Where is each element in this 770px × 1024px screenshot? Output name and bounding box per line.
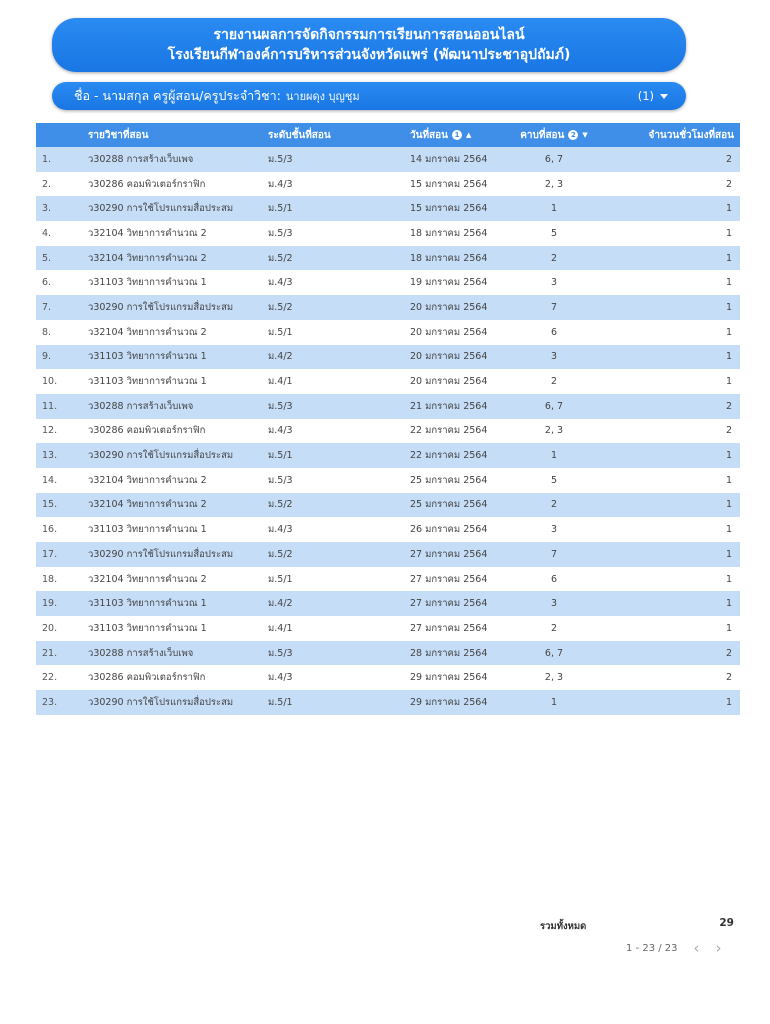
table-row[interactable] — [36, 369, 740, 394]
cell-subject: ว32104 วิทยาการคำนวณ 2 — [88, 326, 207, 338]
header-date[interactable]: วันที่สอน 1 ▲ — [410, 129, 472, 141]
cell-hours: 1 — [725, 450, 732, 462]
cell-level: ม.4/2 — [268, 351, 293, 363]
cell-subject: ว30286 คอมพิวเตอร์กราฟิก — [88, 672, 206, 684]
table-row[interactable] — [36, 641, 740, 666]
cell-subject: ว32104 วิทยาการคำนวณ 2 — [88, 227, 207, 239]
table-row[interactable] — [36, 394, 740, 419]
row-index: 23. — [42, 696, 58, 708]
cell-date: 14 มกราคม 2564 — [410, 153, 488, 165]
header-level[interactable]: ระดับชั้นที่สอน — [268, 129, 331, 141]
table-body — [36, 147, 740, 715]
cell-date: 15 มกราคม 2564 — [410, 203, 488, 215]
row-index: 16. — [42, 524, 58, 536]
cell-subject: ว30290 การใช้โปรแกรมสื่อประสม — [88, 450, 234, 462]
filter-value: นายผดุง บุญชุม — [285, 90, 360, 103]
cell-hours: 1 — [725, 326, 732, 338]
cell-period: 2, 3 — [544, 425, 564, 437]
cell-period: 7 — [550, 548, 558, 560]
report-title-banner — [52, 18, 686, 72]
cell-hours: 1 — [725, 301, 732, 313]
cell-date: 26 มกราคม 2564 — [410, 524, 488, 536]
cell-hours: 2 — [725, 425, 732, 437]
cell-subject: ว30288 การสร้างเว็บเพจ — [88, 400, 194, 412]
filter-label: ชื่อ - นามสกุล ครูผู้สอน/ครูประจำวิชา: — [74, 88, 281, 103]
cell-level: ม.5/2 — [268, 252, 293, 264]
row-index: 9. — [42, 351, 52, 363]
row-index: 3. — [42, 203, 52, 215]
sort-arrow-icon: ▲ — [466, 130, 472, 139]
chevron-down-icon — [660, 94, 668, 99]
table-header-row — [36, 123, 740, 147]
table-row[interactable] — [36, 419, 740, 444]
cell-period: 1 — [550, 203, 558, 215]
cell-level: ม.4/3 — [268, 277, 293, 289]
row-index: 20. — [42, 622, 58, 634]
row-index: 22. — [42, 672, 58, 684]
total-value: 29 — [719, 917, 734, 929]
sort-arrow-icon: ▼ — [582, 130, 588, 139]
chevron-right-icon[interactable]: › — [715, 939, 722, 957]
table-row[interactable] — [36, 320, 740, 345]
cell-subject: ว32104 วิทยาการคำนวณ 2 — [88, 474, 207, 486]
cell-level: ม.5/3 — [268, 227, 293, 239]
cell-period: 5 — [550, 227, 558, 239]
cell-subject: ว32104 วิทยาการคำนวณ 2 — [88, 573, 207, 585]
cell-level: ม.4/1 — [268, 376, 293, 388]
cell-hours: 1 — [725, 227, 732, 239]
cell-level: ม.4/3 — [268, 178, 293, 190]
cell-level: ม.4/3 — [268, 425, 293, 437]
school-name: โรงเรียนกีฬาองค์การบริหารส่วนจังหวัดแพร่ (พัฒนาประชาอุปถัมภ์) — [167, 47, 571, 63]
filter-count: (1) — [637, 89, 654, 103]
cell-period: 2 — [550, 622, 558, 634]
cell-hours: 1 — [725, 573, 732, 585]
cell-level: ม.5/1 — [268, 450, 293, 462]
cell-date: 27 มกราคม 2564 — [410, 573, 488, 585]
table-row[interactable] — [36, 270, 740, 295]
cell-hours: 2 — [725, 153, 732, 165]
cell-date: 25 มกราคม 2564 — [410, 474, 488, 486]
table-row[interactable] — [36, 196, 740, 221]
cell-hours: 1 — [725, 277, 732, 289]
cell-date: 25 มกราคม 2564 — [410, 499, 488, 511]
table-row[interactable] — [36, 172, 740, 197]
cell-period: 6, 7 — [544, 153, 564, 165]
table-row[interactable] — [36, 665, 740, 690]
row-index: 11. — [42, 400, 58, 412]
cell-hours: 2 — [725, 672, 732, 684]
row-index: 14. — [42, 474, 58, 486]
row-index: 1. — [42, 153, 52, 165]
cell-date: 27 มกราคม 2564 — [410, 548, 488, 560]
cell-date: 15 มกราคม 2564 — [410, 178, 488, 190]
cell-subject: ว31103 วิทยาการคำนวณ 1 — [88, 622, 207, 634]
table-row[interactable] — [36, 443, 740, 468]
cell-subject: ว32104 วิทยาการคำนวณ 2 — [88, 499, 207, 511]
row-index: 12. — [42, 425, 58, 437]
cell-period: 2 — [550, 376, 558, 388]
total-label: รวมทั้งหมด — [540, 921, 587, 932]
cell-subject: ว31103 วิทยาการคำนวณ 1 — [88, 351, 207, 363]
cell-period: 3 — [550, 598, 558, 610]
header-hours[interactable]: จำนวนชั่วโมงที่สอน — [648, 129, 734, 141]
cell-period: 1 — [550, 450, 558, 462]
cell-subject: ว31103 วิทยาการคำนวณ 1 — [88, 277, 207, 289]
cell-level: ม.4/3 — [268, 672, 293, 684]
cell-level: ม.5/3 — [268, 400, 293, 412]
cell-level: ม.5/1 — [268, 203, 293, 215]
cell-period: 3 — [550, 524, 558, 536]
row-index: 8. — [42, 326, 52, 338]
cell-hours: 1 — [725, 474, 732, 486]
table-row[interactable] — [36, 295, 740, 320]
cell-hours: 1 — [725, 376, 732, 388]
table-row[interactable] — [36, 690, 740, 715]
cell-subject: ว30290 การใช้โปรแกรมสื่อประสม — [88, 301, 234, 313]
cell-level: ม.4/3 — [268, 524, 293, 536]
cell-date: 20 มกราคม 2564 — [410, 326, 488, 338]
cell-hours: 1 — [725, 351, 732, 363]
cell-date: 22 มกราคม 2564 — [410, 450, 488, 462]
cell-period: 6 — [550, 326, 558, 338]
cell-level: ม.5/1 — [268, 326, 293, 338]
cell-period: 2 — [550, 499, 558, 511]
cell-period: 6 — [550, 573, 558, 585]
header-index — [36, 123, 82, 147]
cell-level: ม.5/2 — [268, 548, 293, 560]
table-row[interactable] — [36, 567, 740, 592]
table-row[interactable] — [36, 147, 740, 172]
cell-period: 5 — [550, 474, 558, 486]
cell-hours: 1 — [725, 598, 732, 610]
cell-date: 20 มกราคม 2564 — [410, 351, 488, 363]
table-row[interactable] — [36, 542, 740, 567]
cell-period: 1 — [550, 696, 558, 708]
cell-date: 20 มกราคม 2564 — [410, 376, 488, 388]
report-title: รายงานผลการจัดกิจกรรมการเรียนการสอนออนไลน์ — [213, 27, 525, 43]
cell-date: 22 มกราคม 2564 — [410, 425, 488, 437]
cell-date: 21 มกราคม 2564 — [410, 400, 488, 412]
cell-level: ม.5/1 — [268, 573, 293, 585]
cell-period: 7 — [550, 301, 558, 313]
cell-period: 6, 7 — [544, 647, 564, 659]
cell-hours: 1 — [725, 548, 732, 560]
cell-hours: 2 — [725, 647, 732, 659]
cell-subject: ว30288 การสร้างเว็บเพจ — [88, 153, 194, 165]
row-index: 21. — [42, 647, 58, 659]
cell-period: 2, 3 — [544, 178, 564, 190]
cell-hours: 1 — [725, 203, 732, 215]
cell-subject: ว31103 วิทยาการคำนวณ 1 — [88, 598, 207, 610]
row-index: 15. — [42, 499, 58, 511]
table-row[interactable] — [36, 517, 740, 542]
cell-date: 18 มกราคม 2564 — [410, 227, 488, 239]
cell-period: 3 — [550, 351, 558, 363]
row-index: 7. — [42, 301, 52, 313]
row-index: 19. — [42, 598, 58, 610]
cell-date: 20 มกราคม 2564 — [410, 301, 488, 313]
cell-hours: 1 — [725, 622, 732, 634]
row-index: 6. — [42, 277, 52, 289]
sort-order-icon: 2 — [568, 130, 578, 140]
table-row[interactable] — [36, 591, 740, 616]
cell-period: 2, 3 — [544, 672, 564, 684]
cell-hours: 2 — [725, 178, 732, 190]
cell-subject: ว30290 การใช้โปรแกรมสื่อประสม — [88, 548, 234, 560]
cell-hours: 1 — [725, 252, 732, 264]
cell-subject: ว30286 คอมพิวเตอร์กราฟิก — [88, 178, 206, 190]
cell-level: ม.4/1 — [268, 622, 293, 634]
pagination — [626, 941, 722, 955]
cell-level: ม.5/3 — [268, 647, 293, 659]
cell-subject: ว30290 การใช้โปรแกรมสื่อประสม — [88, 696, 234, 708]
table-row[interactable] — [36, 246, 740, 271]
row-index: 18. — [42, 573, 58, 585]
cell-hours: 1 — [725, 524, 732, 536]
row-index: 5. — [42, 252, 52, 264]
cell-level: ม.5/2 — [268, 301, 293, 313]
cell-level: ม.5/2 — [268, 499, 293, 511]
table-row[interactable] — [36, 468, 740, 493]
teacher-filter-dropdown[interactable] — [52, 82, 686, 110]
teaching-table — [36, 123, 740, 715]
cell-level: ม.5/1 — [268, 696, 293, 708]
row-index: 10. — [42, 376, 58, 388]
row-index: 4. — [42, 227, 52, 239]
cell-date: 28 มกราคม 2564 — [410, 647, 488, 659]
cell-level: ม.5/3 — [268, 474, 293, 486]
cell-date: 27 มกราคม 2564 — [410, 622, 488, 634]
cell-hours: 2 — [725, 400, 732, 412]
cell-subject: ว30286 คอมพิวเตอร์กราฟิก — [88, 425, 206, 437]
cell-level: ม.4/2 — [268, 598, 293, 610]
cell-subject: ว31103 วิทยาการคำนวณ 1 — [88, 376, 207, 388]
row-index: 2. — [42, 178, 52, 190]
cell-hours: 1 — [725, 499, 732, 511]
cell-subject: ว32104 วิทยาการคำนวณ 2 — [88, 252, 207, 264]
header-period[interactable]: คาบที่สอน 2 ▼ — [520, 129, 588, 141]
cell-subject: ว30288 การสร้างเว็บเพจ — [88, 647, 194, 659]
cell-period: 6, 7 — [544, 400, 564, 412]
chevron-left-icon[interactable]: ‹ — [693, 939, 700, 957]
row-index: 17. — [42, 548, 58, 560]
cell-date: 18 มกราคม 2564 — [410, 252, 488, 264]
cell-date: 27 มกราคม 2564 — [410, 598, 488, 610]
cell-period: 3 — [550, 277, 558, 289]
cell-period: 2 — [550, 252, 558, 264]
cell-hours: 1 — [725, 696, 732, 708]
table-row[interactable] — [36, 345, 740, 370]
cell-subject: ว31103 วิทยาการคำนวณ 1 — [88, 524, 207, 536]
page-range: 1 - 23 / 23 — [626, 942, 678, 954]
table-row[interactable] — [36, 221, 740, 246]
cell-subject: ว30290 การใช้โปรแกรมสื่อประสม — [88, 203, 234, 215]
table-row[interactable] — [36, 493, 740, 518]
header-subject[interactable]: รายวิชาที่สอน — [88, 129, 149, 141]
cell-date: 29 มกราคม 2564 — [410, 672, 488, 684]
cell-date: 19 มกราคม 2564 — [410, 277, 488, 289]
sort-order-icon: 1 — [452, 130, 462, 140]
row-index: 13. — [42, 450, 58, 462]
table-row[interactable] — [36, 616, 740, 641]
cell-level: ม.5/3 — [268, 153, 293, 165]
cell-date: 29 มกราคม 2564 — [410, 696, 488, 708]
